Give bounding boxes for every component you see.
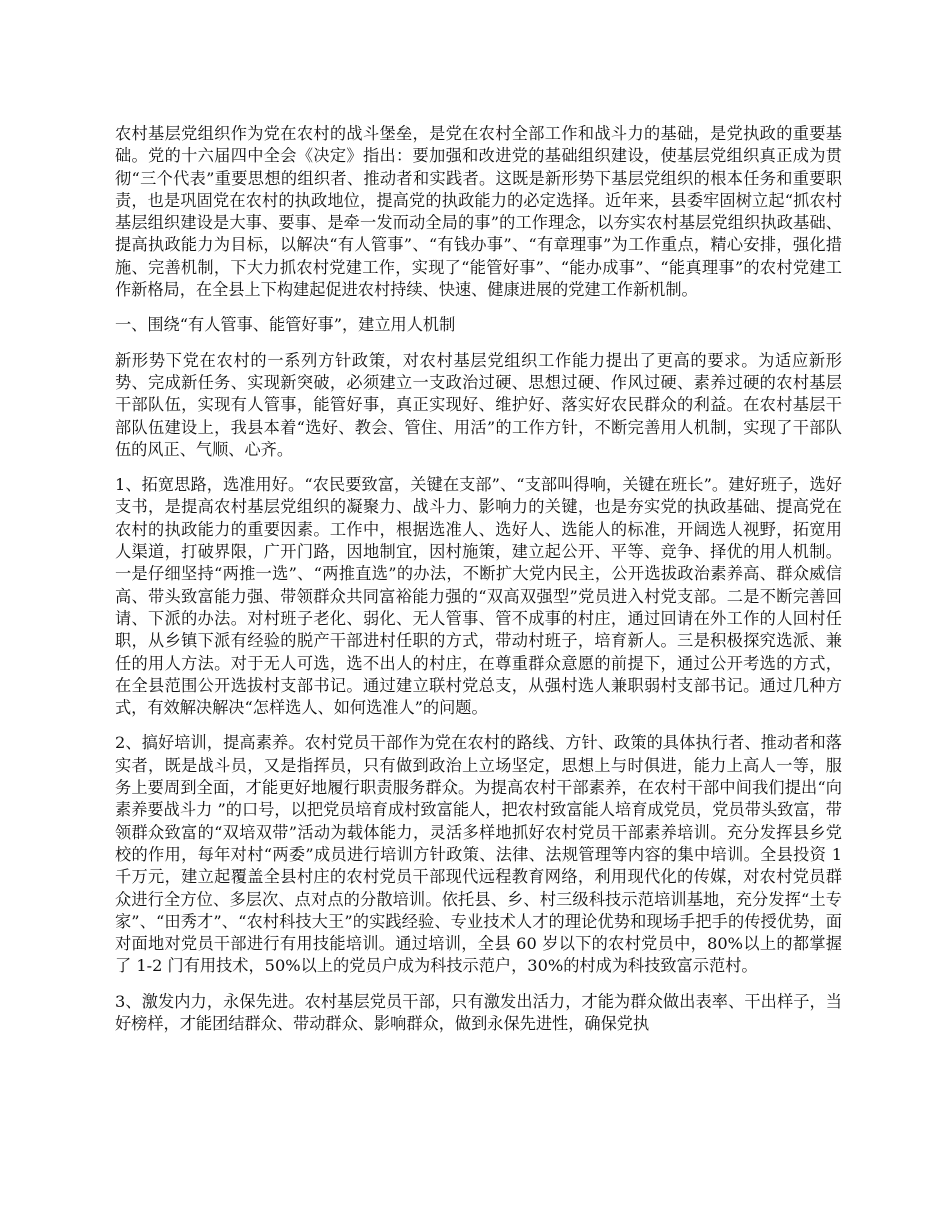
point-2-paragraph: 2、搞好培训，提高素养。农村党员干部作为党在农村的路线、方针、政策的具体执行者、推动者和落实者，既是战斗员，又是指挥员，只有做到政治上立场坚定，思想上与时俱进，能力上高人一等，服务上要周到全面，才能更好地履行职责服务群众。为提高农村干部素养，在农村干部中间我们提出“向素养要战斗力 ”的口号，以把党员培育成村致富能人，把农村致富能人培育成党员，党员带头致富，带领群众致富的“双培双带”活动为载体能力，灵活多样地抓好农村党员干部素养培训。充分发挥县乡党校的作用，每年对村“两委”成员进行培训方针政策、法律、法规管理等内容的集中培训。全县投资 1 千万元，建立起覆盖全县村庄的农村党员干部现代远程教育网络，利用现代化的传媒，对农村党员群众进行全方位、多层次、点对点的分散培训。依托县、乡、村三级科技示范培训基地，充分发挥“土专家”、“田秀才”、“农村科技大王”的实践经验、专业技术人才的理论优势和现场手把手的传授优势，面对面地对党员干部进行有用技能培训。通过培训，全县 60 岁以下的农村党员中，80%以上的都掌握了 1-2 门有用技术，50%以上的党员户成为科技示范户，30%的村成为科技致富示范村。	[115, 733, 842, 976]
section-heading: 一、围绕“有人管事、能管好事”，建立用人机制	[115, 315, 456, 335]
point-1-paragraph: 1、拓宽思路，选准用好。“农民要致富，关键在支部”、“支部叫得响，关键在班长”。建好班子，选好支书，是提高农村基层党组织的凝聚力、战斗力、影响力的关键，也是夯实党的执政基础、提高党在农村的执政能力的重要因素。工作中，根据选准人、选好人、选能人的标准，开阔选人视野，拓宽用人渠道，打破界限，广开门路，因地制宜，因村施策，建立起公开、平等、竞争、择优的用人机制。一是仔细坚持“两推一选”、“两推直选”的办法，不断扩大党内民主，公开选拔政治素养高、群众威信高、带头致富能力强、带领群众共同富裕能力强的“双高双强型”党员进入村党支部。二是不断完善回请、下派的办法。对村班子老化、弱化、无人管事、管不成事的村庄，通过回请在外工作的人回村任职，从乡镇下派有经验的脱产干部进村任职的方式，带动村班子，培育新人。三是积极探究选派、兼任的用人方法。对于无人可选，选不出人的村庄，在尊重群众意愿的前提下，通过公开考选的方式，在全县范围公开选拔村支部书记。通过建立联村党总支，从强村选人兼职弱村支部书记。通过几种方式，有效解决解决“怎样选人、如何选准人”的问题。	[115, 475, 842, 718]
intro-paragraph: 农村基层党组织作为党在农村的战斗堡垒，是党在农村全部工作和战斗力的基础，是党执政的重要基础。党的十六届四中全会《决定》指出：要加强和改进党的基础组织建设，使基层党组织真正成为贯彻“三个代表”重要思想的组织者、推动者和实践者。这既是新形势下基层党组织的根本任务和重要职责，也是巩固党在农村的执政地位，提高党的执政能力的必定选择。近年来，县委牢固树立起“抓农村基层组织建设是大事、要事、是牵一发而动全局的事”的工作理念，以夯实农村基层党组织执政基础、提高执政能力为目标，以解决“有人管事”、“有钱办事”、“有章理事”为工作重点，精心安排，强化措施、完善机制，下大力抓农村党建工作，实现了“能管好事”、“能办成事”、“能真理事”的农村党建工作新格局，在全县上下构建起促进农村持续、快速、健康进展的党建工作新机制。	[115, 124, 842, 300]
point-3-paragraph: 3、激发内力，永保先进。农村基层党员干部，只有激发出活力，才能为群众做出表率、干出样子，当好榜样，才能团结群众、带动群众、影响群众，做到永保先进性，确保党执	[115, 991, 842, 1033]
document-body	[115, 123, 842, 1048]
section-intro-paragraph: 新形势下党在农村的一系列方针政策，对农村基层党组织工作能力提出了更高的要求。为适应新形势、完成新任务、实现新突破，必须建立一支政治过硬、思想过硬、作风过硬、素养过硬的农村基层干部队伍，实现有人管事，能管好事，真正实现好、维护好、落实好农民群众的利益。在农村基层干部队伍建设上，我县本着“选好、教会、管住、用活”的工作方针，不断完善用人机制，实现了干部队伍的风正、气顺、心齐。	[115, 350, 842, 459]
